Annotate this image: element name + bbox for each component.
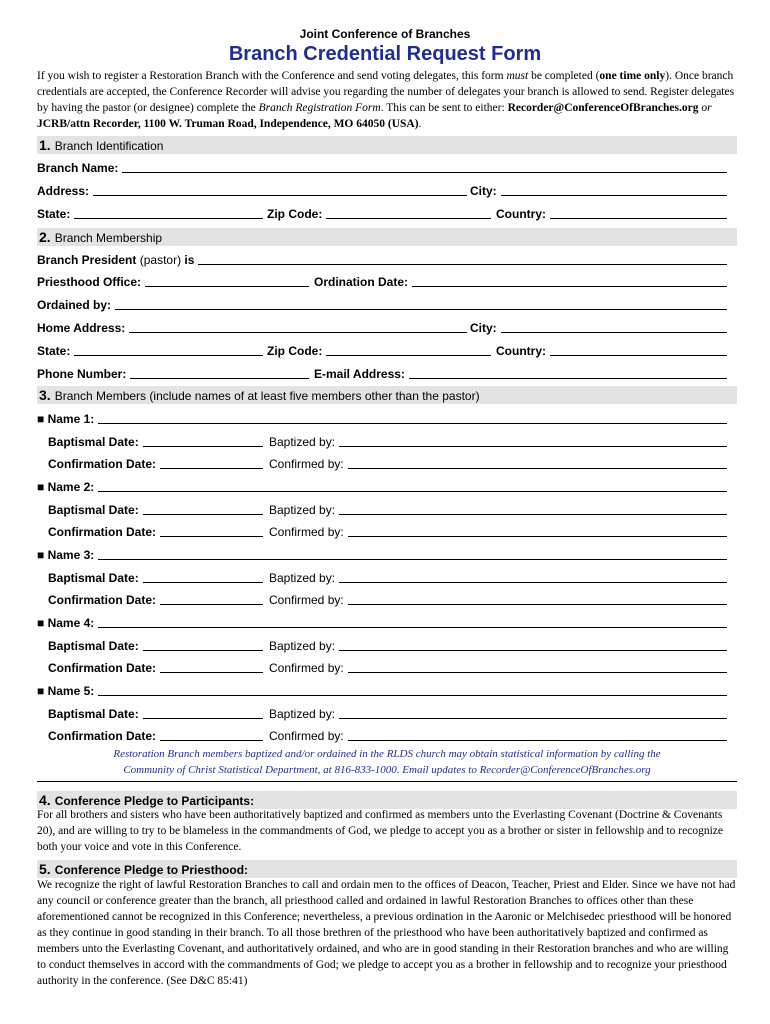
mailing-address: JCRB/attn Recorder, 1100 W. Truman Road, Independence, MO 64050 (USA)	[37, 118, 419, 130]
member-5-confirmed-by-field[interactable]: Confirmed by:	[269, 727, 727, 743]
branch-president-field[interactable]: Branch President (pastor) is	[37, 251, 727, 267]
city-field[interactable]: City:	[470, 182, 727, 198]
member-5-baptismal-date-field[interactable]: Baptismal Date:	[48, 705, 263, 721]
ordained-by-field[interactable]: Ordained by:	[37, 296, 727, 312]
branch-name-field[interactable]: Branch Name:	[37, 159, 727, 175]
pledge-participants-text: For all brothers and sisters who have been authoritatively baptized and confirmed as members unto the Everlasting Covenant (Doctrine & Covenants 20), and are willing to try to be blameless in the commandments of God, we pledge to accept you as a brother or sister in fellowship and to recognize both your voice and vote in this Conference.	[37, 809, 723, 853]
section-pledge-participants: 4. Conference Pledge to Participants:	[37, 791, 737, 809]
member-1-confirmed-by-field[interactable]: Confirmed by:	[269, 455, 727, 471]
zip-code-field[interactable]: Zip Code:	[267, 205, 491, 221]
pledge-priesthood-text: We recognize the right of lawful Restoration Branches to call and ordain men to the offices of Deacon, Teacher, Priest and Elder. Since we have not had any council or conference greater than the branch, all priesthood called and ordained in lawful Restoration Branches to offices other than these aforementioned cannot be recognized in this Conference; nevertheless, a previous ordination in the Aaronic or Melchisedec priesthood will be honored as they continue in good standing in their branch. To all those brethren of the priesthood who have been authoritatively baptized and confirmed as members unto the Everlasting Covenant, and authoritatively ordained, and who are in good standing in their Restoration branches and who are willing to conduct themselves in accord with the commandments of God; we pledge to accept you as a brother in fellowship and to recognize your priesthood authority in the conference. (See D&C 85:41)	[37, 879, 736, 987]
home-state-field[interactable]: State:	[37, 342, 263, 358]
member-2-baptismal-date-field[interactable]: Baptismal Date:	[48, 501, 263, 517]
member-5-name-field[interactable]: ■ Name 5:	[37, 682, 727, 698]
organization-name: Joint Conference of Branches	[299, 27, 471, 41]
member-5-baptized-by-field[interactable]: Baptized by:	[269, 705, 727, 721]
member-2-baptized-by-field[interactable]: Baptized by:	[269, 501, 727, 517]
member-4-baptized-by-field[interactable]: Baptized by:	[269, 637, 727, 653]
country-field[interactable]: Country:	[496, 205, 727, 221]
member-1-baptized-by-field[interactable]: Baptized by:	[269, 433, 727, 449]
member-2-name-field[interactable]: ■ Name 2:	[37, 478, 727, 494]
section-branch-members: 3. Branch Members (include names of at least five members other than the pastor)	[37, 386, 737, 404]
member-4-name-field[interactable]: ■ Name 4:	[37, 614, 727, 630]
statistics-note: Restoration Branch members baptized and/or ordained in the RLDS church may obtain statistical information by calling the Community of Christ Statistical Department, at 816-833-1000. Email updates to Recorder@ConferenceOfBranches.org	[113, 748, 661, 776]
intro-paragraph: If you wish to register a Restoration Branch with the Conference and send voting delegates, this form must be completed (one time only). Once branch credentials are accepted, the Conference Recorder will advise you regarding the number of delegates your branch is allowed to send. Register delegates by having the pastor (or designee) complete the Branch Registration Form. This can be sent to either: Recorder@ConferenceOfBranches.org or JCRB/attn Recorder, 1100 W. Truman Road, Independence, MO 64050 (USA).	[37, 70, 735, 130]
home-country-field[interactable]: Country:	[496, 342, 727, 358]
ordination-date-field[interactable]: Ordination Date:	[314, 273, 727, 289]
member-4-baptismal-date-field[interactable]: Baptismal Date:	[48, 637, 263, 653]
member-1-name-field[interactable]: ■ Name 1:	[37, 410, 727, 426]
member-3-name-field[interactable]: ■ Name 3:	[37, 546, 727, 562]
member-3-baptized-by-field[interactable]: Baptized by:	[269, 569, 727, 585]
member-3-baptismal-date-field[interactable]: Baptismal Date:	[48, 569, 263, 585]
recorder-email: Recorder@ConferenceOfBranches.org	[507, 102, 699, 114]
member-5-confirmation-date-field[interactable]: Confirmation Date:	[48, 727, 263, 743]
divider	[37, 781, 737, 782]
phone-number-field[interactable]: Phone Number:	[37, 365, 309, 381]
email-address-field[interactable]: E-mail Address:	[314, 365, 727, 381]
form-title: Branch Credential Request Form	[228, 43, 542, 65]
address-field[interactable]: Address:	[37, 182, 467, 198]
home-zip-code-field[interactable]: Zip Code:	[267, 342, 491, 358]
member-2-confirmation-date-field[interactable]: Confirmation Date:	[48, 523, 263, 539]
home-city-field[interactable]: City:	[470, 319, 727, 335]
state-field[interactable]: State:	[37, 205, 263, 221]
section-pledge-priesthood: 5. Conference Pledge to Priesthood:	[37, 860, 737, 878]
member-4-confirmation-date-field[interactable]: Confirmation Date:	[48, 659, 263, 675]
member-4-confirmed-by-field[interactable]: Confirmed by:	[269, 659, 727, 675]
priesthood-office-field[interactable]: Priesthood Office:	[37, 273, 309, 289]
member-3-confirmed-by-field[interactable]: Confirmed by:	[269, 591, 727, 607]
member-1-confirmation-date-field[interactable]: Confirmation Date:	[48, 455, 263, 471]
section-branch-identification: 1. Branch Identification	[37, 136, 737, 154]
member-3-confirmation-date-field[interactable]: Confirmation Date:	[48, 591, 263, 607]
member-2-confirmed-by-field[interactable]: Confirmed by:	[269, 523, 727, 539]
member-1-baptismal-date-field[interactable]: Baptismal Date:	[48, 433, 263, 449]
home-address-field[interactable]: Home Address:	[37, 319, 467, 335]
section-branch-membership: 2. Branch Membership	[37, 228, 737, 246]
